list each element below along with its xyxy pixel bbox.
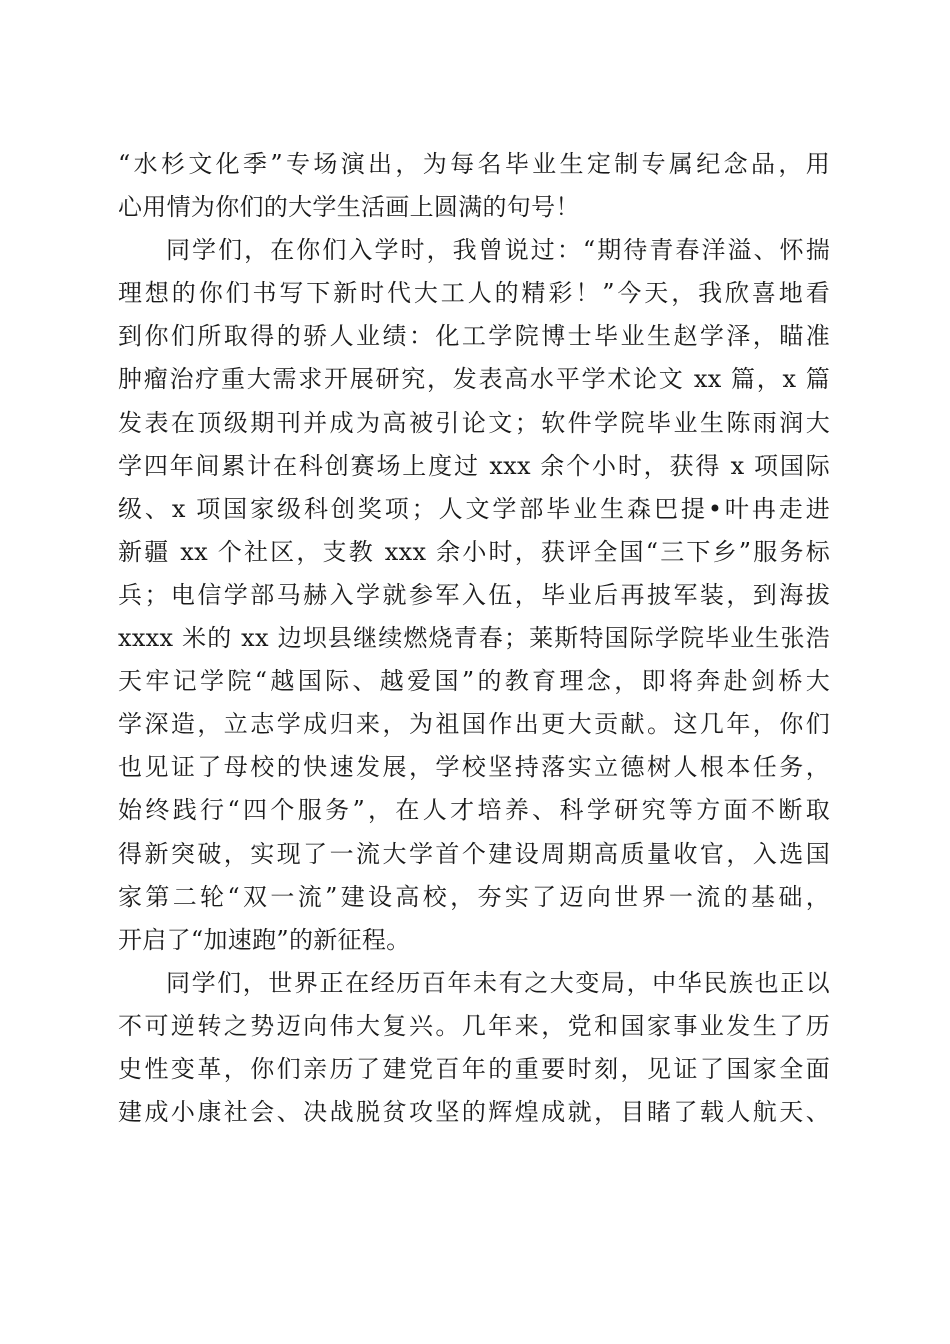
text-line: 到你们所取得的骄人业绩：化工学院博士毕业生赵学泽，瞄准 [118, 322, 830, 351]
text-line: 史性变革，你们亲历了建党百年的重要时刻，见证了国家全面 [118, 1054, 830, 1083]
text-line: 不可逆转之势迈向伟大复兴。几年来，党和国家事业发生了历 [118, 1011, 830, 1040]
text-line: 级、x 项国家级科创奖项；人文学部毕业生森巴提•叶冉走进 [118, 494, 830, 523]
text-line: 得新突破，实现了一流大学首个建设周期高质量收官，入选国 [118, 839, 830, 868]
text-line: 肿瘤治疗重大需求开展研究，发表高水平学术论文 xx 篇，x 篇 [118, 365, 830, 394]
text-line: xxxx 米的 xx 边坝县继续燃烧青春；莱斯特国际学院毕业生张浩 [118, 624, 830, 653]
text-line: 家第二轮“双一流”建设高校，夯实了迈向世界一流的基础， [118, 882, 830, 911]
text-line: 心用情为你们的大学生活画上圆满的句号！ [118, 193, 580, 222]
body-text [118, 143, 830, 1134]
text-line: 也见证了母校的快速发展，学校坚持落实立德树人根本任务， [118, 753, 830, 782]
text-line: 兵；电信学部马赫入学就参军入伍，毕业后再披军装，到海拔 [118, 580, 830, 609]
text-line: 学深造，立志学成归来，为祖国作出更大贡献。这几年，你们 [118, 710, 830, 739]
text-line: 发表在顶级期刊并成为高被引论文；软件学院毕业生陈雨润大 [118, 408, 830, 437]
text-line: “水杉文化季”专场演出，为每名毕业生定制专属纪念品，用 [118, 150, 830, 178]
text-line: 始终践行“四个服务”，在人才培养、科学研究等方面不断取 [118, 796, 830, 825]
text-line: 开启了“加速跑”的新征程。 [118, 925, 411, 954]
text-line: 同学们，世界正在经历百年未有之大变局，中华民族也正以 [166, 968, 830, 997]
text-line: 天牢记学院“越国际、越爱国”的教育理念，即将奔赴剑桥大 [118, 667, 830, 696]
text-line: 同学们，在你们入学时，我曾说过：“期待青春洋溢、怀揣 [166, 236, 830, 265]
text-line: 理想的你们书写下新时代大工人的精彩！”今天，我欣喜地看 [118, 279, 830, 308]
text-line: 学四年间累计在科创赛场上度过 xxx 余个小时，获得 x 项国际 [118, 451, 830, 480]
text-line: 建成小康社会、决战脱贫攻坚的辉煌成就，目睹了载人航天、 [118, 1098, 830, 1127]
text-line: 新疆 xx 个社区，支教 xxx 余小时，获评全国“三下乡”服务标 [118, 537, 830, 566]
